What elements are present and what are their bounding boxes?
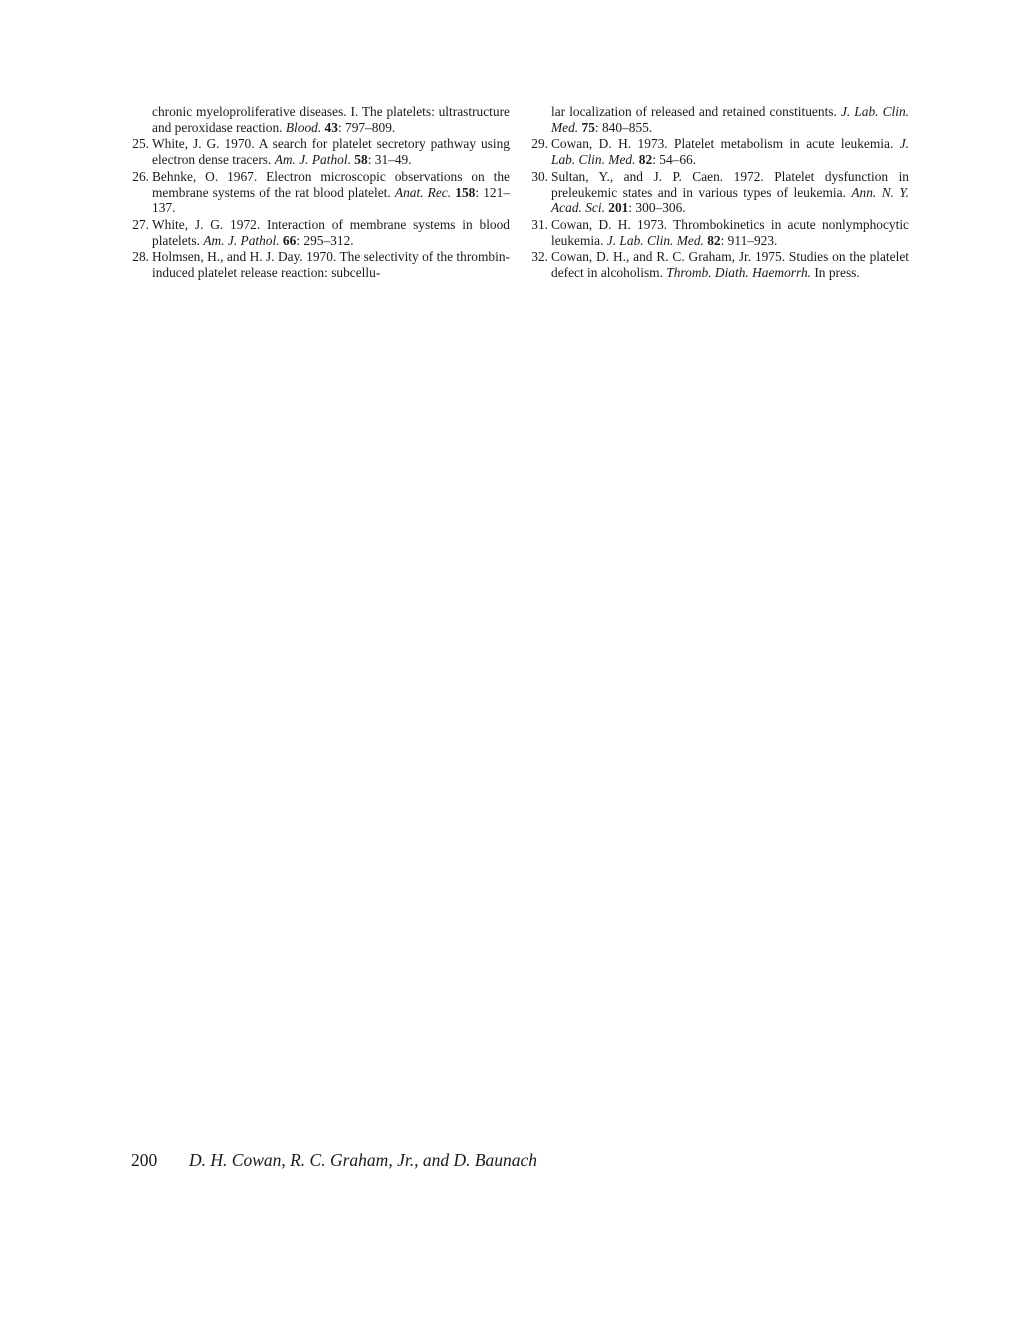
reference-pages: : 54–66.	[652, 152, 697, 168]
reference-entry	[531, 216, 909, 248]
reference-number: 26.	[132, 168, 149, 184]
page-footer	[131, 1150, 537, 1171]
reference-pages: : 840–855.	[594, 119, 653, 135]
reference-number: 28.	[132, 249, 149, 265]
references-left-column	[132, 104, 511, 282]
reference-volume: 66	[279, 232, 297, 248]
reference-text: Cowan, D. H. 1973. Thrombokinetics in acute nonlymphocytic leukemia.	[551, 216, 909, 248]
reference-journal: Am. J. Pathol.	[274, 152, 351, 168]
reference-journal: J. Lab. Clin. Med.	[551, 104, 909, 135]
reference-pages: : 295–312.	[296, 232, 354, 248]
reference-text: Behnke, O. 1967. Electron microscopic observations on the membrane systems of the rat blood platelet.	[152, 168, 510, 200]
reference-journal: Anat. Rec.	[394, 184, 452, 200]
reference-pages: : 797–809.	[337, 119, 396, 135]
reference-journal: Am. J. Pathol.	[203, 232, 280, 248]
reference-text: chronic myeloproliferative diseases. I. The platelets: ultrastructure and peroxidase reaction.	[152, 104, 510, 135]
reference-pages: : 911–923.	[720, 232, 778, 248]
reference-number: 32.	[531, 249, 548, 265]
reference-number: 29.	[531, 136, 548, 152]
reference-text: Cowan, D. H., and R. C. Graham, Jr. 1975. Studies on the platelet defect in alcoholism.	[551, 249, 909, 281]
reference-pages: : 121–137.	[152, 184, 511, 216]
page-number: 200	[131, 1150, 158, 1170]
reference-number: 31.	[531, 216, 548, 232]
reference-text: White, J. G. 1972. Interaction of membrane systems in blood platelets.	[152, 216, 510, 248]
reference-volume: 82	[635, 152, 653, 168]
reference-journal: Thromb. Diath. Haemorrh.	[666, 265, 811, 281]
reference-continuation	[551, 104, 909, 135]
reference-volume: 75	[578, 119, 595, 135]
reference-entry	[531, 136, 909, 168]
reference-journal: J. Lab. Clin. Med.	[606, 232, 704, 248]
reference-entry	[531, 168, 909, 216]
reference-pages: : 31–49.	[367, 152, 412, 168]
reference-journal: Ann. N. Y. Acad. Sci.	[551, 184, 909, 216]
reference-entry	[132, 216, 510, 248]
reference-pages: In press.	[811, 265, 860, 281]
reference-entry	[132, 249, 510, 281]
references-right-column	[531, 104, 909, 282]
reference-volume: 82	[703, 232, 721, 248]
reference-text: Cowan, D. H. 1973. Platelet metabolism in acute leukemia.	[551, 136, 900, 152]
reference-text: lar localization of released and retained constituents.	[551, 104, 841, 119]
reference-journal: Blood.	[285, 119, 322, 135]
reference-volume: 43	[321, 119, 338, 135]
reference-continuation	[152, 104, 510, 135]
reference-text: White, J. G. 1970. A search for platelet secretory pathway using electron dense tracers.	[152, 136, 510, 168]
reference-text: Holmsen, H., and H. J. Day. 1970. The selectivity of the thrombin-induced platelet release reaction: subcellu-	[152, 249, 510, 281]
reference-number: 30.	[531, 168, 548, 184]
reference-entry	[132, 168, 511, 216]
reference-entry	[132, 136, 510, 168]
reference-volume: 158	[451, 184, 476, 200]
reference-volume: 58	[350, 152, 368, 168]
reference-number: 25.	[132, 136, 149, 152]
reference-volume: 201	[604, 200, 629, 216]
reference-entry	[531, 249, 909, 281]
reference-journal: J. Lab. Clin. Med.	[551, 136, 909, 168]
reference-number: 27.	[132, 216, 149, 232]
reference-text: Sultan, Y., and J. P. Caen. 1972. Platelet dysfunction in preleukemic states and in various types of leukemia.	[551, 168, 909, 200]
reference-pages: : 300–306.	[628, 200, 686, 216]
running-footer-authors: D. H. Cowan, R. C. Graham, Jr., and D. Baunach	[189, 1150, 538, 1170]
